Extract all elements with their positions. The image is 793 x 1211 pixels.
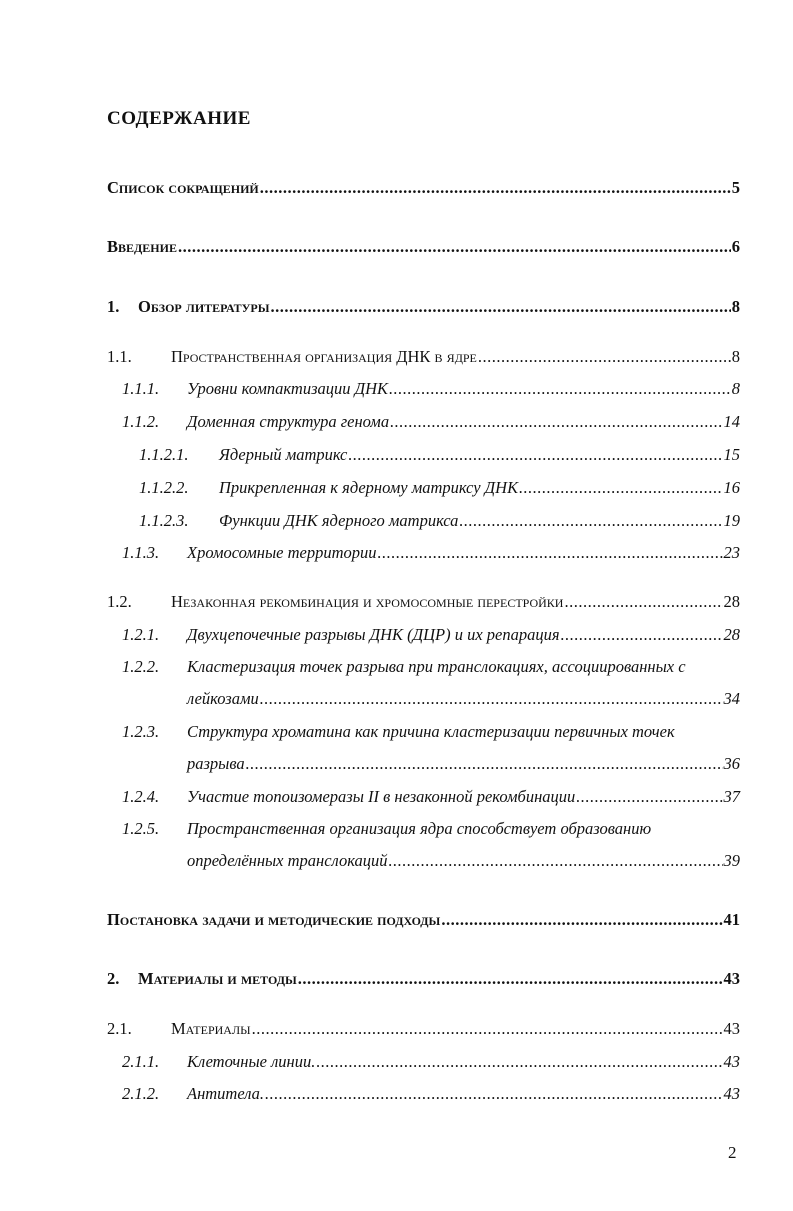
toc-entry-number: 1.2. xyxy=(107,592,132,611)
toc-entry-number: 1. xyxy=(107,297,120,316)
toc-entry-2-1-2[interactable] xyxy=(187,1082,740,1106)
toc-entry-text: Введение xyxy=(107,237,177,256)
leader-dots xyxy=(178,235,731,259)
toc-entry-text: Хромосомные территории xyxy=(187,543,377,562)
page-number: 2 xyxy=(728,1143,737,1162)
toc-entry-literature-review[interactable] xyxy=(138,295,740,319)
toc-entry-page: 41 xyxy=(723,910,740,929)
toc-entry-text: Незаконная рекомбинация и хромосомные перестройки xyxy=(171,592,564,611)
leader-dots xyxy=(390,410,722,434)
toc-entry-1-1-2-1[interactable] xyxy=(219,443,740,467)
toc-entry-1-2-1[interactable] xyxy=(187,623,740,647)
toc-entry-number: 1.1.2.2. xyxy=(139,478,189,497)
toc-entry-1-2-5[interactable] xyxy=(187,849,740,873)
toc-entry-number: 1.2.1. xyxy=(122,625,160,644)
toc-entry-text: Пространственная организация ДНК в ядре xyxy=(171,347,477,366)
page-title: СОДЕРЖАНИЕ xyxy=(107,108,251,129)
toc-entry-number: 1.2.2. xyxy=(122,657,160,676)
leader-dots xyxy=(564,590,722,614)
toc-entry-text: Двухцепочечные разрывы ДНК (ДЦР) и их репарация xyxy=(187,625,560,644)
toc-entry-1-1[interactable] xyxy=(171,345,740,369)
leader-dots xyxy=(298,967,723,991)
toc-entry-1-2[interactable] xyxy=(171,590,740,614)
toc-entry-problem-statement[interactable] xyxy=(107,908,740,932)
leader-dots xyxy=(260,687,723,711)
toc-entry-text[interactable]: Пространственная организация ядра способствует образованию xyxy=(187,819,652,838)
toc-entry-page: 8 xyxy=(731,379,740,398)
toc-entry-number: 1.1.2. xyxy=(122,412,160,431)
toc-entry-1-2-2[interactable] xyxy=(187,687,740,711)
toc-entry-page: 28 xyxy=(723,625,740,644)
toc-entry-number: 1.1. xyxy=(107,347,132,366)
toc-entry-page: 19 xyxy=(723,511,740,530)
toc-entry-number: 1.2.4. xyxy=(122,787,160,806)
toc-entry-number: 2.1.1. xyxy=(122,1052,160,1071)
toc-entry-page: 36 xyxy=(723,754,740,773)
toc-entry-page: 37 xyxy=(723,787,740,806)
leader-dots xyxy=(478,345,731,369)
toc-entry-page: 28 xyxy=(723,592,740,611)
leader-dots xyxy=(576,785,722,809)
toc-entry-text: Список сокращений xyxy=(107,178,259,197)
leader-dots xyxy=(246,752,723,776)
leader-dots xyxy=(252,1017,723,1041)
toc-entry-text: Ядерный матрикс xyxy=(219,445,348,464)
toc-entry-1-1-2[interactable] xyxy=(187,410,740,434)
toc-entry-text: Материалы и методы xyxy=(138,969,297,988)
toc-entry-text: Клеточные линии. xyxy=(187,1052,316,1071)
toc-entry-1-2-3[interactable] xyxy=(187,752,740,776)
toc-entry-page: 5 xyxy=(731,178,740,197)
toc-entry-number: 1.2.3. xyxy=(122,722,160,741)
toc-entry-text-continued: лейкозами xyxy=(187,689,259,708)
leader-dots xyxy=(265,1082,722,1106)
toc-entry-text: Функции ДНК ядерного матрикса xyxy=(219,511,459,530)
toc-entry-text: Доменная структура генома xyxy=(187,412,390,431)
toc-entry-page: 43 xyxy=(723,969,740,988)
leader-dots xyxy=(441,908,722,932)
toc-entry-2-1-1[interactable] xyxy=(187,1050,740,1074)
toc-entry-1-1-3[interactable] xyxy=(187,541,740,565)
leader-dots xyxy=(459,509,722,533)
toc-entry-materials-methods[interactable] xyxy=(138,967,740,991)
toc-entry-number: 1.1.3. xyxy=(122,543,160,562)
toc-entry-number: 1.2.5. xyxy=(122,819,160,838)
toc-entry-page: 43 xyxy=(723,1019,740,1038)
toc-entry-text: Постановка задачи и методические подходы xyxy=(107,910,441,929)
toc-entry-number: 1.1.2.3. xyxy=(139,511,189,530)
toc-entry-page: 15 xyxy=(723,445,740,464)
leader-dots xyxy=(348,443,722,467)
toc-entry-page: 16 xyxy=(723,478,740,497)
toc-entry-number: 1.1.1. xyxy=(122,379,160,398)
toc-entry-abbreviations[interactable] xyxy=(107,176,740,200)
leader-dots xyxy=(389,849,723,873)
toc-entry-page: 8 xyxy=(731,347,740,366)
toc-entry-page: 34 xyxy=(723,689,740,708)
leader-dots xyxy=(519,476,722,500)
leader-dots xyxy=(260,176,731,200)
toc-entry-page: 23 xyxy=(723,543,740,562)
toc-entry-text: Материалы xyxy=(171,1019,251,1038)
toc-entry-text[interactable]: Кластеризация точек разрыва при транслокациях, ассоциированных с xyxy=(187,657,686,676)
toc-entry-page: 6 xyxy=(731,237,740,256)
toc-entry-text-continued: разрыва xyxy=(187,754,245,773)
toc-entry-2-1[interactable] xyxy=(171,1017,740,1041)
leader-dots xyxy=(271,295,731,319)
toc-entry-number: 2. xyxy=(107,969,120,988)
toc-entry-number: 2.1. xyxy=(107,1019,132,1038)
toc-entry-text: Антитела. xyxy=(187,1084,265,1103)
leader-dots xyxy=(561,623,723,647)
toc-entry-number: 2.1.2. xyxy=(122,1084,160,1103)
toc-entry-text[interactable]: Структура хроматина как причина кластеризации первичных точек xyxy=(187,722,675,741)
toc-entry-page: 43 xyxy=(723,1084,740,1103)
toc-entry-text: Обзор литературы xyxy=(138,297,270,316)
toc-entry-1-2-4[interactable] xyxy=(187,785,740,809)
toc-entry-1-1-2-3[interactable] xyxy=(219,509,740,533)
toc-entry-text-continued: определённых транслокаций xyxy=(187,851,388,870)
leader-dots xyxy=(378,541,723,565)
leader-dots xyxy=(389,377,731,401)
toc-entry-page: 39 xyxy=(723,851,740,870)
toc-entry-introduction[interactable] xyxy=(107,235,740,259)
toc-entry-1-1-2-2[interactable] xyxy=(219,476,740,500)
toc-entry-1-1-1[interactable] xyxy=(187,377,740,401)
toc-entry-page: 43 xyxy=(723,1052,740,1071)
toc-entry-text: Прикрепленная к ядерному матриксу ДНК xyxy=(219,478,519,497)
toc-entry-number: 1.1.2.1. xyxy=(139,445,189,464)
toc-entry-text: Участие топоизомеразы II в незаконной рекомбинации xyxy=(187,787,576,806)
toc-entry-page: 8 xyxy=(731,297,740,316)
toc-entry-text: Уровни компактизации ДНК xyxy=(187,379,389,398)
leader-dots xyxy=(316,1050,722,1074)
toc-entry-page: 14 xyxy=(723,412,740,431)
